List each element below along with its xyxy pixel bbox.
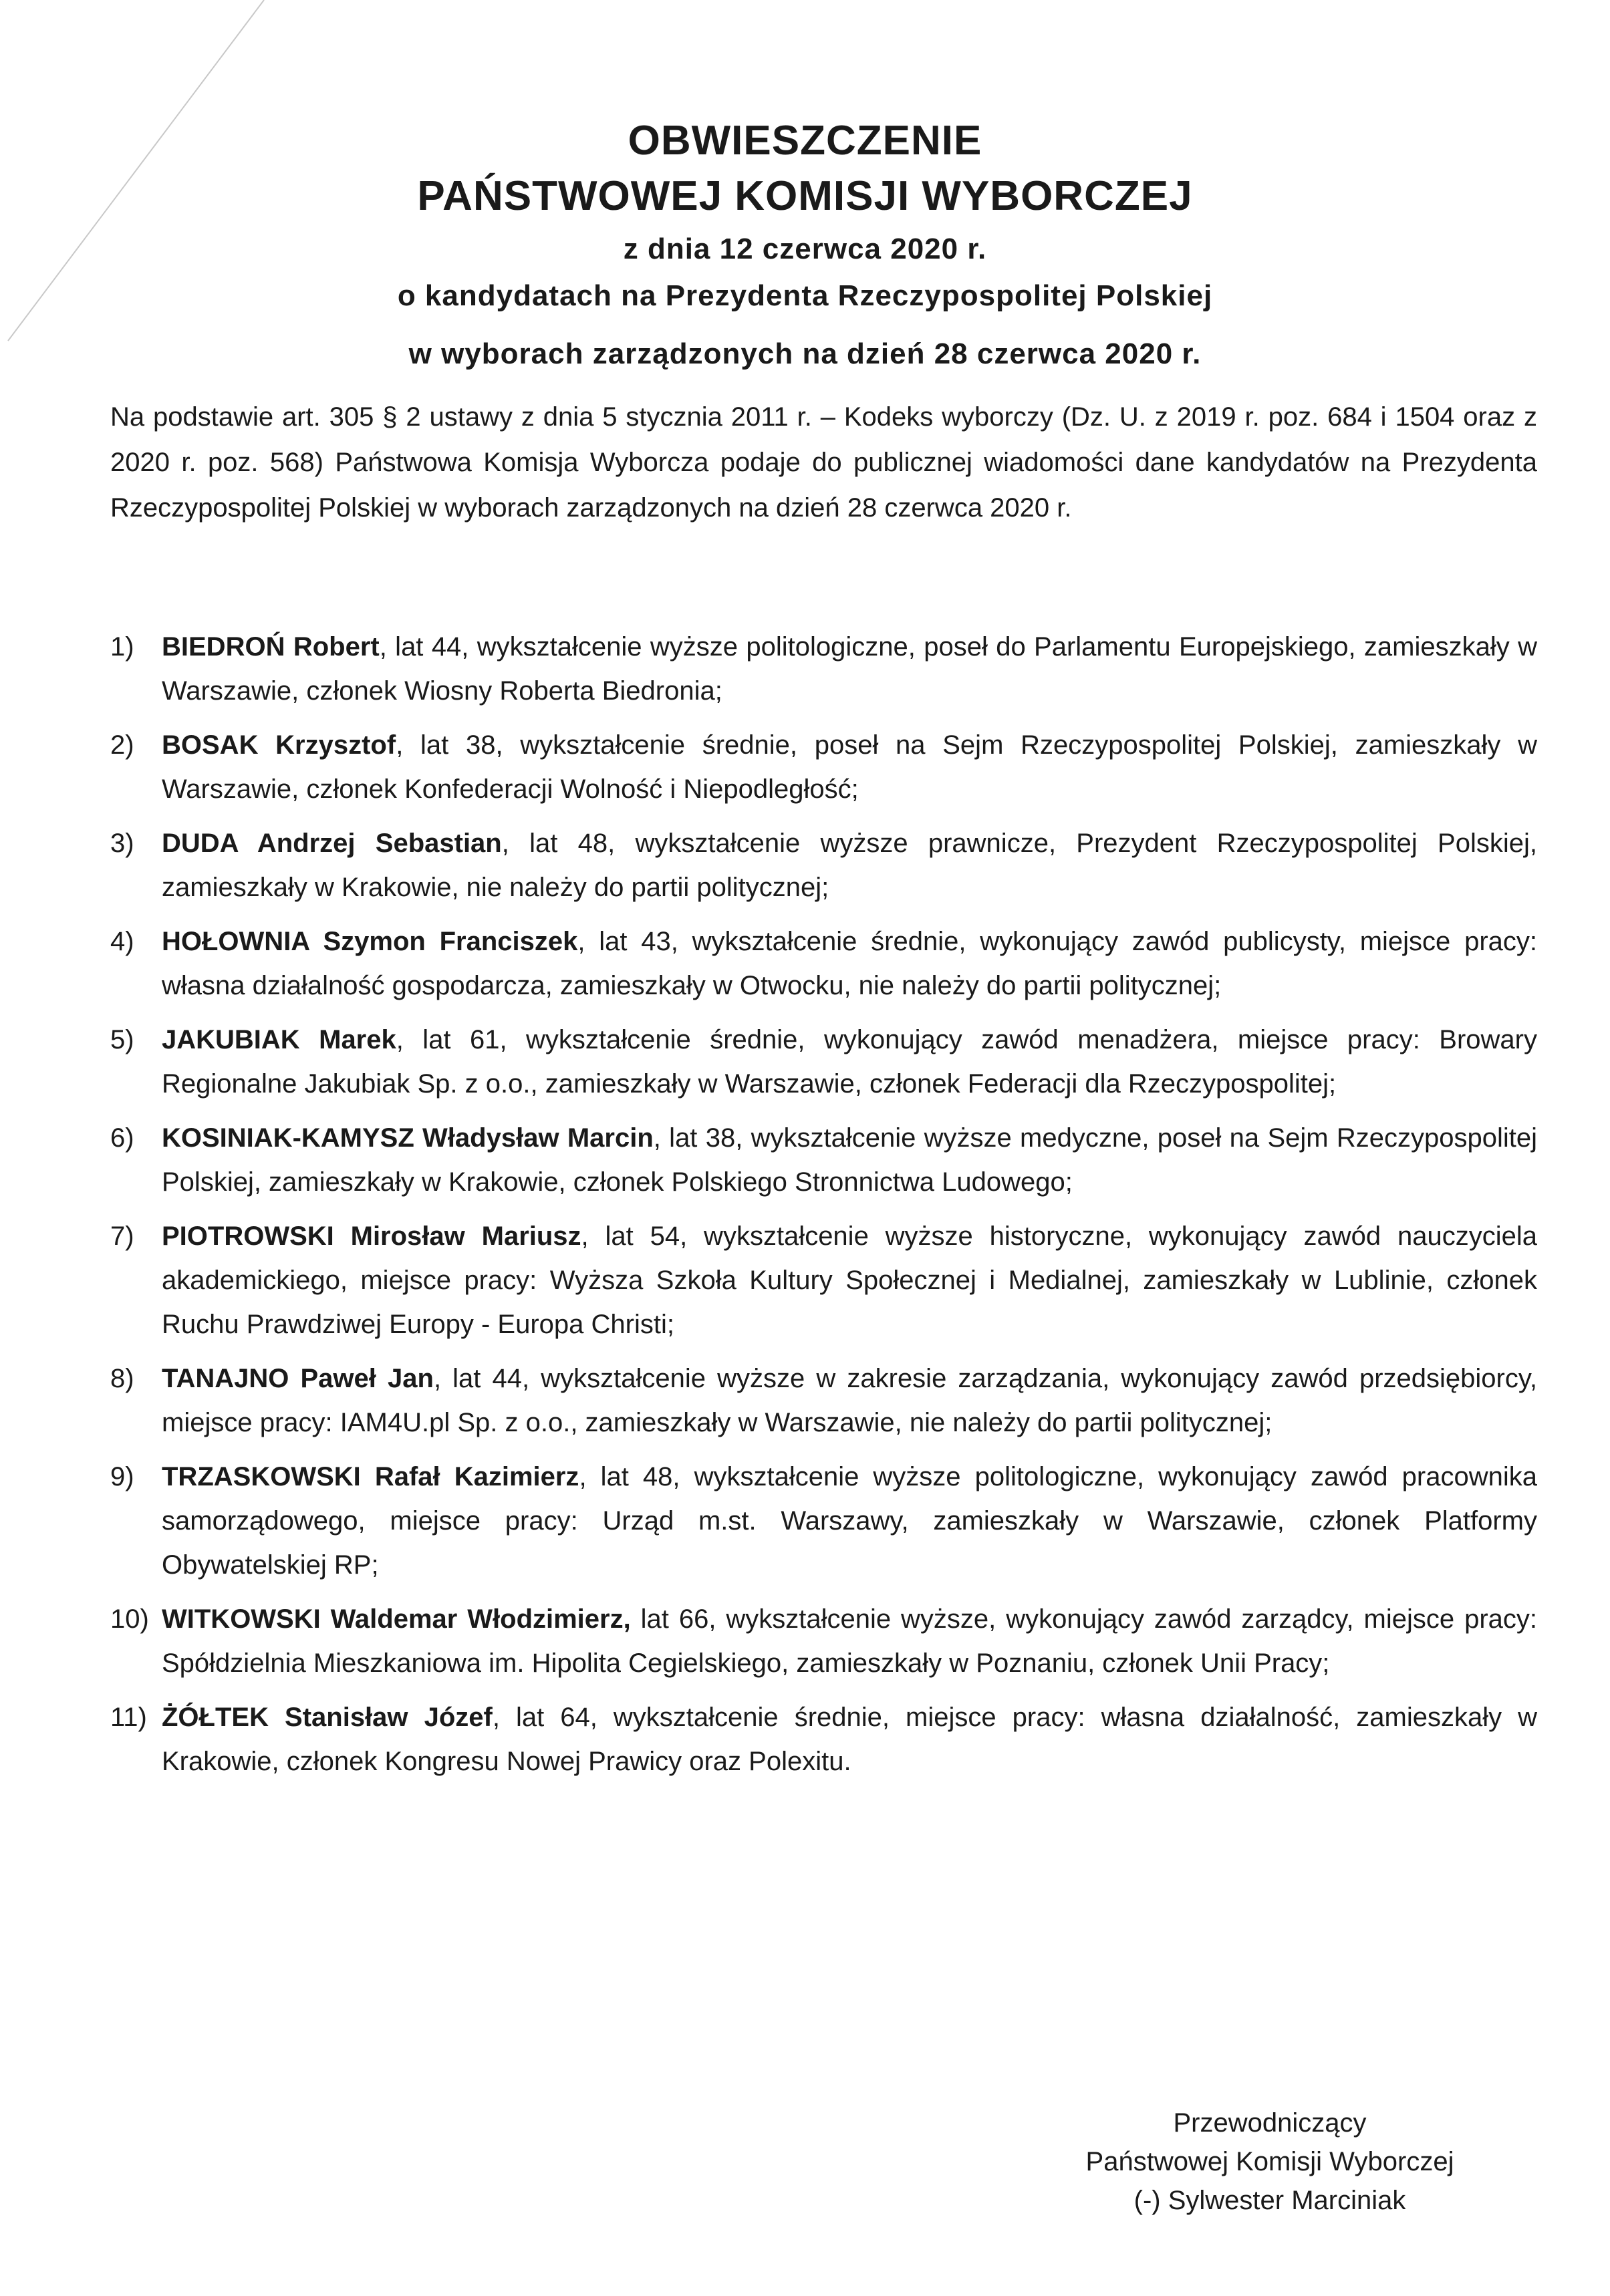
candidate-item: [110, 1356, 1537, 1445]
candidate-details: , lat 44, wykształcenie wyższe politologiczne, poseł do Parlamentu Europejskiego, zamieszkały w Warszawie, członek Wiosny Roberta Biedronia;: [162, 632, 1538, 706]
document-title: OBWIESZCZENIE: [628, 118, 982, 164]
document-date: z dnia 12 czerwca 2020 r.: [623, 233, 987, 265]
intro-paragraph: Na podstawie art. 305 § 2 ustawy z dnia 5 stycznia 2011 r. – Kodeks wyborczy (Dz. U. z 2019 r. poz. 684 i 1504 oraz z 2020 r. poz. 568) Państwowa Komisja Wyborcza podaje do publicznej wiadomości dane kandydatów na Prezydenta Rzeczypospolitej Polskiej w wyborach zarządzonych na dzień 28 czerwca 2020 r.: [110, 402, 1537, 523]
candidate-item: [110, 1018, 1537, 1106]
document-subject: o kandydatach na Prezydenta Rzeczypospolitej Polskiej: [397, 279, 1213, 312]
candidate-item: [110, 1214, 1537, 1346]
candidate-name: BOSAK Krzysztof: [162, 730, 396, 760]
document-subject-election: w wyborach zarządzonych na dzień 28 czerwca 2020 r.: [408, 337, 1202, 370]
candidate-details: , lat 38, wykształcenie wyższe medyczne, poseł na Sejm Rzeczypospolitej Polskiej, zamieszkały w Krakowie, członek Polskiego Stronnictwa Ludowego;: [162, 1123, 1537, 1197]
candidate-number: 9): [110, 1462, 134, 1491]
candidate-number: 1): [110, 632, 134, 662]
candidate-item: [110, 1455, 1537, 1587]
candidate-details: , lat 48, wykształcenie wyższe prawnicze, Prezydent Rzeczypospolitej Polskiej, zamieszkały w Krakowie, nie należy do partii politycznej;: [162, 829, 1537, 902]
candidate-details: , lat 48, wykształcenie wyższe politologiczne, wykonujący zawód pracownika samorządowego, miejsce pracy: Urząd m.st. Warszawy, zamieszkały w Warszawie, członek Platformy Obywatelskiej RP;: [162, 1462, 1538, 1580]
candidate-number: 4): [110, 927, 134, 956]
candidate-item: [110, 1116, 1537, 1204]
candidate-list: [110, 625, 1537, 1793]
candidate-number: 11): [110, 1703, 147, 1732]
candidate-name: KOSINIAK-KAMYSZ Władysław Marcin: [162, 1123, 654, 1153]
candidate-name: HOŁOWNIA Szymon Franciszek: [162, 927, 578, 956]
candidate-item: [110, 1695, 1537, 1783]
candidate-details: , lat 43, wykształcenie średnie, wykonujący zawód publicysty, miejsce pracy: własna działalność gospodarcza, zamieszkały w Otwocku, nie należy do partii politycznej;: [162, 927, 1537, 1000]
candidate-item: [110, 625, 1537, 713]
signature-name: (-) Sylwester Marciniak: [1133, 2186, 1406, 2215]
signature-block: [1016, 2104, 1524, 2220]
candidate-item: [110, 723, 1537, 811]
candidate-number: 3): [110, 829, 134, 858]
candidate-item: [110, 919, 1537, 1008]
candidate-details: , lat 38, wykształcenie średnie, poseł na Sejm Rzeczypospolitej Polskiej, zamieszkały w Warszawie, członek Konfederacji Wolność i Niepodległość;: [162, 730, 1537, 804]
candidate-name: DUDA Andrzej Sebastian: [162, 829, 502, 858]
candidate-name: TANAJNO Paweł Jan: [162, 1364, 434, 1393]
candidate-name: JAKUBIAK Marek: [162, 1025, 396, 1054]
candidate-name: TRZASKOWSKI Rafał Kazimierz: [162, 1462, 579, 1491]
candidate-number: 8): [110, 1364, 134, 1393]
candidate-item: [110, 821, 1537, 909]
signature-role: Przewodniczący: [1173, 2108, 1367, 2138]
candidate-name: PIOTROWSKI Mirosław Mariusz: [162, 1222, 581, 1251]
candidate-details: , lat 44, wykształcenie wyższe w zakresie zarządzania, wykonujący zawód przedsiębiorcy, miejsce pracy: IAM4U.pl Sp. z o.o., zamieszkały w Warszawie, nie należy do partii politycznej;: [162, 1364, 1537, 1437]
signature-organization: Państwowej Komisji Wyborczej: [1085, 2147, 1454, 2176]
candidate-number: 2): [110, 730, 134, 760]
candidate-name: WITKOWSKI Waldemar Włodzimierz,: [162, 1604, 631, 1634]
candidate-details: lat 66, wykształcenie wyższe, wykonujący zawód zarządcy, miejsce pracy: Spółdzielnia Mieszkaniowa im. Hipolita Cegielskiego, zamieszkały w Poznaniu, członek Unii Pracy;: [162, 1604, 1537, 1678]
candidate-number: 7): [110, 1222, 134, 1251]
candidate-item: [110, 1597, 1537, 1685]
candidate-name: ŻÓŁTEK Stanisław Józef: [162, 1703, 493, 1732]
candidate-details: , lat 54, wykształcenie wyższe historyczne, wykonujący zawód nauczyciela akademickiego, miejsce pracy: Wyższa Szkoła Kultury Społecznej i Medialnej, zamieszkały w Lublinie, członek Ruchu Prawdziwej Europy - Europa Christi;: [162, 1222, 1537, 1339]
candidate-details: , lat 64, wykształcenie średnie, miejsce pracy: własna działalność, zamieszkały w Krakowie, członek Kongresu Nowej Prawicy oraz Polexitu.: [162, 1703, 1538, 1776]
candidate-details: , lat 61, wykształcenie średnie, wykonujący zawód menadżera, miejsce pracy: Browary Regionalne Jakubiak Sp. z o.o., zamieszkały w Warszawie, członek Federacji dla Rzeczypospolitej;: [162, 1025, 1538, 1099]
candidate-number: 6): [110, 1123, 134, 1153]
issuing-body: PAŃSTWOWEJ KOMISJI WYBORCZEJ: [417, 173, 1193, 219]
candidate-number: 5): [110, 1025, 134, 1054]
candidate-name: BIEDROŃ Robert: [162, 632, 380, 662]
candidate-number: 10): [110, 1604, 149, 1634]
